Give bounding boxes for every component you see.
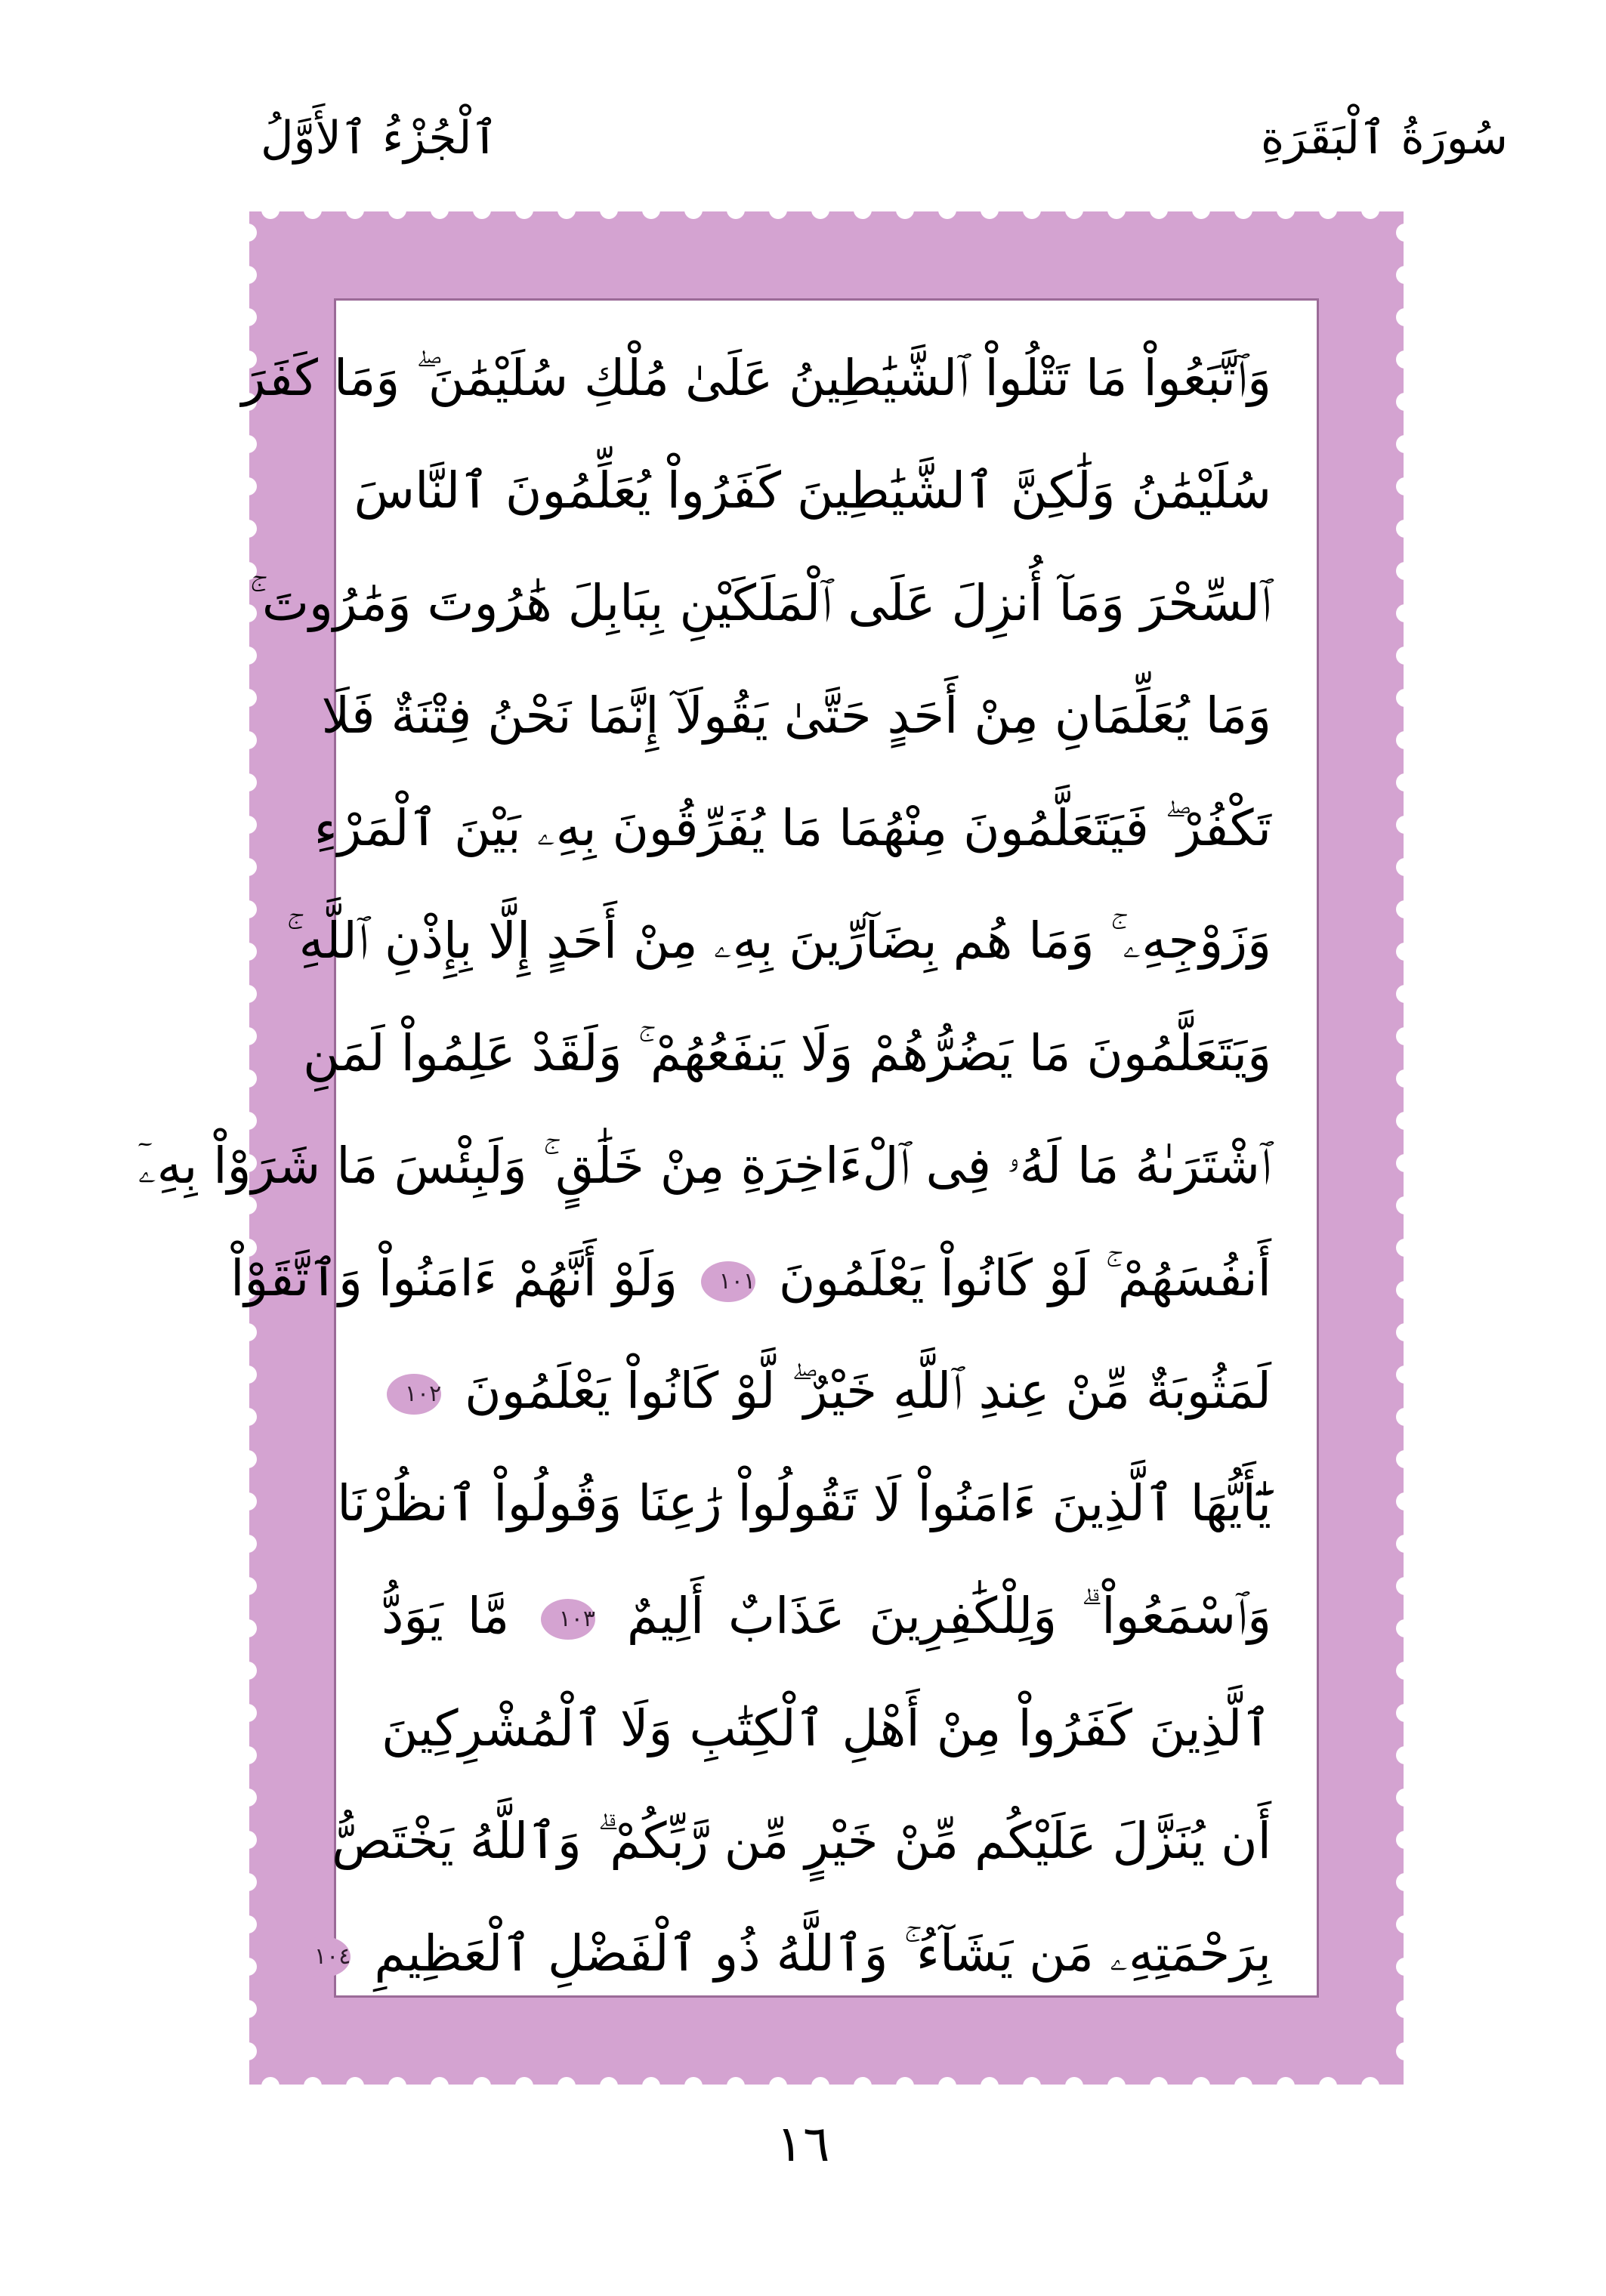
frame-scallop — [1396, 1915, 1414, 1933]
frame-scallop — [1277, 2077, 1295, 2095]
frame-scallop — [1023, 201, 1041, 219]
frame-scallop — [1396, 477, 1414, 495]
frame-scallop — [1396, 1958, 1414, 1976]
frame-scallop — [1361, 2077, 1379, 2095]
frame-scallop — [1396, 647, 1414, 665]
frame-scallop — [1023, 2077, 1041, 2095]
frame-scallop — [1396, 266, 1414, 284]
page-number: ١٦ — [776, 2115, 830, 2173]
frame-scallop — [1234, 201, 1252, 219]
frame-scallop — [239, 1788, 257, 1807]
frame-scallop — [239, 1492, 257, 1511]
frame-scallop — [1396, 435, 1414, 453]
frame-scallop — [431, 2077, 449, 2095]
frame-scallop — [1396, 1323, 1414, 1341]
frame-scallop — [1396, 858, 1414, 876]
ayah-number-marker: ١٠٣ — [541, 1599, 595, 1640]
ornamental-frame — [137, 211, 1404, 2085]
frame-scallop — [811, 201, 829, 219]
frame-scallop — [938, 201, 956, 219]
frame-scallop — [473, 201, 491, 219]
frame-scallop — [473, 2077, 491, 2095]
frame-scallop — [1396, 1535, 1414, 1553]
frame-scallop — [239, 816, 257, 834]
frame-scallop — [1396, 1027, 1414, 1045]
frame-scallop — [1396, 985, 1414, 1003]
verse-line: يَٰٓأَيُّهَا ٱلَّذِينَ ءَامَنُواْ لَا تَقُولُواْ رَٰعِنَا وَقُولُواْ ٱنظُرْنَا — [337, 1474, 1271, 1532]
frame-scallop — [239, 1746, 257, 1764]
verse-line: ٱلَّذِينَ كَفَرُواْ مِنْ أَهْلِ ٱلْكِتَٰبِ وَلَا ٱلْمُشْرِكِينَ — [381, 1699, 1271, 1757]
frame-scallop — [1396, 1662, 1414, 1680]
frame-scallop — [1396, 1408, 1414, 1426]
frame-scallop — [239, 1027, 257, 1045]
frame-scallop — [1396, 308, 1414, 326]
frame-scallop — [239, 435, 257, 453]
frame-scallop — [684, 2077, 703, 2095]
verse-line: وَمَا يُعَلِّمَانِ مِنْ أَحَدٍ حَتَّىٰ يَقُولَآ إِنَّمَا نَحْنُ فِتْنَةٌ فَلَا — [321, 687, 1271, 745]
frame-scallop — [1065, 2077, 1083, 2095]
frame-scallop — [239, 985, 257, 1003]
verse-line: ٱشْتَرَىٰهُ مَا لَهُۥ فِى ٱلْءَاخِرَةِ مِنْ خَلَٰقٍ ۚ وَلَبِئْسَ مَا شَرَوْاْ بِهِۦٓ — [137, 1137, 1271, 1195]
frame-scallop — [239, 1873, 257, 1891]
frame-scallop — [938, 2077, 956, 2095]
frame-scallop — [239, 1408, 257, 1426]
frame-scallop — [600, 2077, 618, 2095]
frame-scallop — [1396, 1450, 1414, 1468]
frame-scallop — [1192, 201, 1210, 219]
frame-scallop — [239, 858, 257, 876]
frame-scallop — [1396, 1831, 1414, 1849]
juz-name-header: ٱلْجُزْءُ ٱلأَوَّلُ — [261, 112, 499, 165]
frame-scallop — [1396, 604, 1414, 622]
frame-scallop — [1396, 689, 1414, 707]
frame-scallop — [515, 2077, 533, 2095]
frame-scallop — [239, 477, 257, 495]
frame-scallop — [239, 520, 257, 538]
verse-line: وَيَتَعَلَّمُونَ مَا يَضُرُّهُمْ وَلَا يَنفَعُهُمْ ۚ وَلَقَدْ عَلِمُواْ لَمَنِ — [303, 1024, 1271, 1082]
verse-line: وَٱسْمَعُواْ ۗ وَلِلْكَٰفِرِينَ عَذَابٌ أَلِيمٌ ١٠٣ مَّا يَوَدُّ — [381, 1587, 1272, 1645]
verse-line: لَمَثُوبَةٌ مِّنْ عِندِ ٱللَّهِ خَيْرٌ ۖ لَّوْ كَانُواْ يَعْلَمُونَ ١٠٢ — [381, 1335, 1271, 1447]
frame-scallop — [239, 1831, 257, 1849]
frame-scallop — [811, 2077, 829, 2095]
frame-scallop — [239, 689, 257, 707]
frame-scallop — [1065, 201, 1083, 219]
frame-scallop — [346, 201, 364, 219]
frame-scallop — [1396, 1069, 1414, 1088]
frame-scallop — [854, 201, 872, 219]
frame-scallop — [1150, 2077, 1168, 2095]
frame-scallop — [1396, 224, 1414, 242]
frame-scallop — [346, 2077, 364, 2095]
verse-line: أَنفُسَهُمْ ۚ لَوْ كَانُواْ يَعْلَمُونَ ١٠١ وَلَوْ أَنَّهُمْ ءَامَنُواْ وَٱتَّقَوْاْ — [230, 1249, 1271, 1307]
frame-scallop — [981, 2077, 999, 2095]
frame-scallop — [515, 201, 533, 219]
frame-scallop — [261, 201, 280, 219]
verse-line: وَزَوْجِهِۦ ۚ وَمَا هُم بِضَآرِّينَ بِهِۦ مِنْ أَحَدٍ إِلَّا بِإِذْنِ ٱللَّهِ ۚ — [286, 912, 1271, 970]
frame-scallop — [239, 1069, 257, 1088]
frame-scallop — [1396, 520, 1414, 538]
verse-line: سُلَيْمَٰنُ وَلَٰكِنَّ ٱلشَّيَٰطِينَ كَفَرُواْ يُعَلِّمُونَ ٱلنَّاسَ — [354, 461, 1271, 520]
frame-scallop — [1396, 2042, 1414, 2060]
verse-line: ٱلسِّحْرَ وَمَآ أُنزِلَ عَلَى ٱلْمَلَكَيْنِ بِبَابِلَ هَٰرُوتَ وَمَٰرُوتَ ۚ — [249, 574, 1271, 632]
frame-scallop — [239, 266, 257, 284]
frame-scallop — [1396, 1788, 1414, 1807]
frame-scallop — [239, 1450, 257, 1468]
verse-line: وَٱتَّبَعُواْ مَا تَتْلُواْ ٱلشَّيَٰطِينُ عَلَىٰ مُلْكِ سُلَيْمَٰنَ ۖ وَمَا كَفَرَ — [241, 349, 1271, 407]
frame-scallop — [896, 2077, 914, 2095]
ayah-number-marker: ١٠٤ — [296, 1936, 351, 1977]
frame-scallop — [239, 1577, 257, 1595]
frame-scallop — [1396, 350, 1414, 369]
surah-name-header: سُورَةُ ٱلْبَقَرَةِ — [1260, 112, 1508, 165]
frame-scallop — [1319, 2077, 1337, 2095]
frame-scallop — [239, 731, 257, 749]
frame-scallop — [239, 2000, 257, 2018]
frame-scallop — [304, 201, 322, 219]
frame-scallop — [239, 1704, 257, 1722]
frame-scallop — [304, 2077, 322, 2095]
frame-scallop — [1150, 201, 1168, 219]
frame-scallop — [896, 201, 914, 219]
frame-scallop — [642, 2077, 660, 2095]
frame-scallop — [1396, 2000, 1414, 2018]
verse-line: أَن يُنَزَّلَ عَلَيْكُم مِّنْ خَيْرٍ مِّن رَّبِّكُمْ ۗ وَٱللَّهُ يَخْتَصُّ — [332, 1812, 1271, 1870]
text-panel — [137, 298, 1319, 1998]
frame-scallop — [239, 1915, 257, 1933]
frame-scallop — [1396, 1366, 1414, 1384]
frame-scallop — [981, 201, 999, 219]
frame-scallop — [1396, 1281, 1414, 1299]
frame-scallop — [431, 201, 449, 219]
frame-scallop — [1396, 1492, 1414, 1511]
frame-scallop — [1234, 2077, 1252, 2095]
frame-scallop — [1107, 201, 1126, 219]
frame-scallop — [1192, 2077, 1210, 2095]
frame-scallop — [1396, 900, 1414, 918]
frame-scallop — [854, 2077, 872, 2095]
frame-scallop — [239, 900, 257, 918]
frame-scallop — [1396, 562, 1414, 580]
frame-scallop — [1396, 773, 1414, 792]
frame-scallop — [557, 2077, 576, 2095]
frame-scallop — [239, 1662, 257, 1680]
frame-scallop — [1396, 816, 1414, 834]
frame-scallop — [727, 2077, 745, 2095]
verse-line: بِرَحْمَتِهِۦ مَن يَشَآءُ ۚ وَٱللَّهُ ذُو ٱلْفَضْلِ ٱلْعَظِيمِ ١٠٤ — [381, 1897, 1271, 2010]
verse-line: تَكْفُرْ ۖ فَيَتَعَلَّمُونَ مِنْهُمَا مَا يُفَرِّقُونَ بِهِۦ بَيْنَ ٱلْمَرْءِ — [313, 799, 1271, 857]
frame-scallop — [769, 2077, 787, 2095]
frame-scallop — [1361, 201, 1379, 219]
frame-scallop — [557, 201, 576, 219]
frame-scallop — [642, 201, 660, 219]
frame-scallop — [1319, 201, 1337, 219]
frame-scallop — [239, 1366, 257, 1384]
frame-scallop — [239, 1619, 257, 1637]
frame-scallop — [600, 201, 618, 219]
frame-scallop — [769, 201, 787, 219]
frame-scallop — [1396, 393, 1414, 411]
frame-scallop — [239, 943, 257, 961]
frame-scallop — [388, 2077, 406, 2095]
frame-scallop — [1396, 1239, 1414, 1257]
frame-scallop — [239, 773, 257, 792]
frame-scallop — [1396, 731, 1414, 749]
frame-scallop — [1396, 1112, 1414, 1130]
frame-scallop — [239, 224, 257, 242]
frame-scallop — [1396, 1577, 1414, 1595]
frame-scallop — [239, 2042, 257, 2060]
frame-scallop — [261, 2077, 280, 2095]
frame-scallop — [1396, 1704, 1414, 1722]
frame-scallop — [1396, 943, 1414, 961]
frame-scallop — [1396, 1873, 1414, 1891]
frame-scallop — [239, 1535, 257, 1553]
frame-scallop — [1396, 1619, 1414, 1637]
frame-scallop — [388, 201, 406, 219]
frame-scallop — [1277, 201, 1295, 219]
frame-scallop — [684, 201, 703, 219]
frame-scallop — [239, 1958, 257, 1976]
frame-scallop — [1396, 1154, 1414, 1172]
frame-scallop — [1396, 1746, 1414, 1764]
frame-scallop — [1107, 2077, 1126, 2095]
verse-lines — [137, 322, 1272, 2010]
ayah-number-marker: ١٠١ — [701, 1261, 755, 1302]
frame-scallop — [727, 201, 745, 219]
ayah-number-marker: ١٠٢ — [387, 1374, 441, 1415]
frame-scallop — [1396, 1196, 1414, 1214]
